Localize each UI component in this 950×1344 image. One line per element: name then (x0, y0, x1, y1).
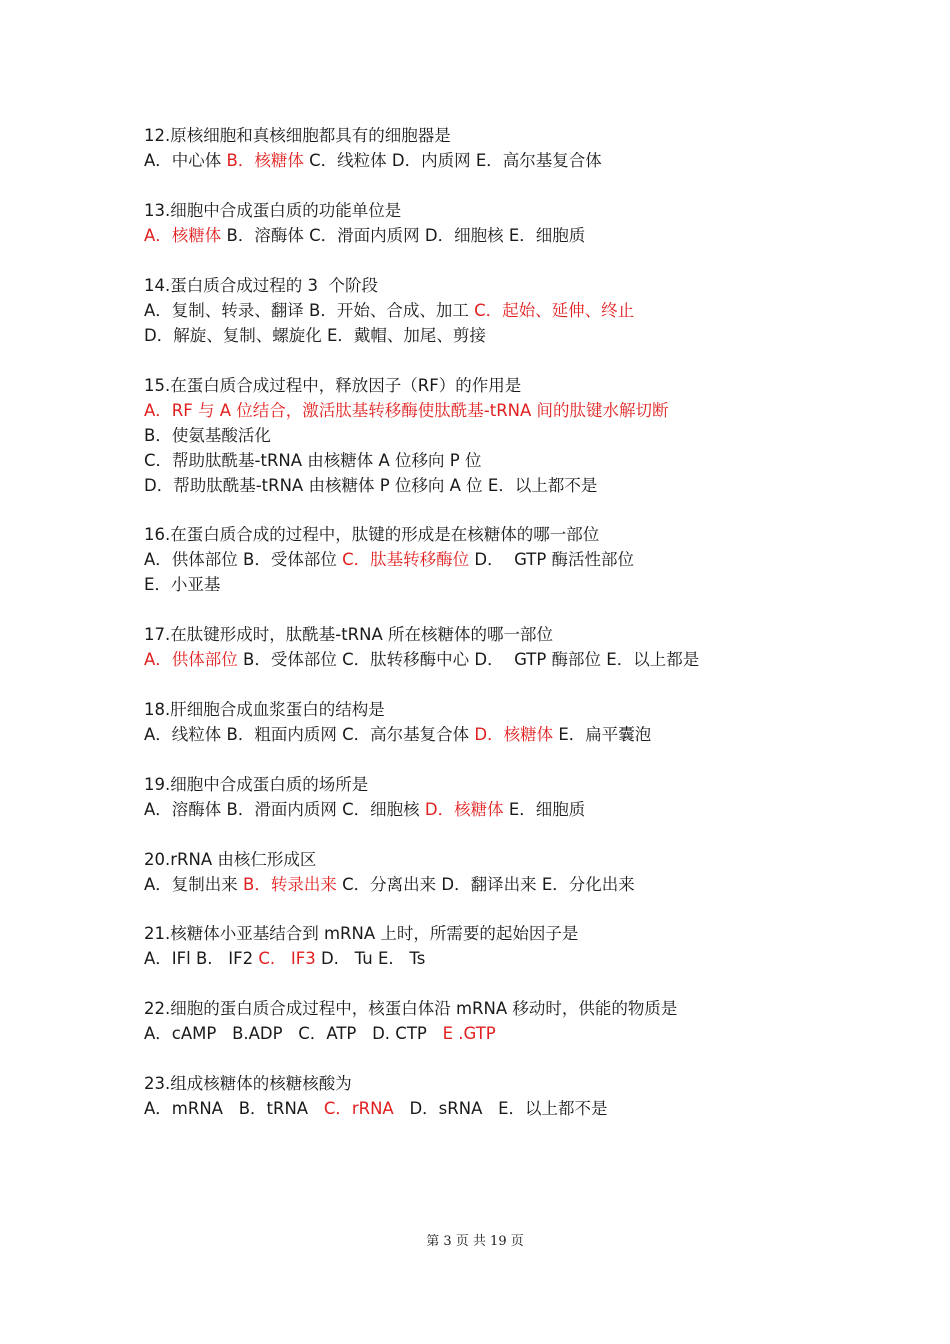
correct-answer: C. IF3 (258, 949, 316, 968)
question-text: A．溶酶体 B．滑面内质网 C．细胞核 (144, 800, 425, 819)
correct-answer: D．核糖体 (474, 725, 554, 744)
question-text: 18.肝细胞合成血浆蛋白的结构是 (144, 700, 385, 719)
question-text: 21.核糖体小亚基结合到 mRNA 上时，所需要的起始因子是 (144, 924, 579, 943)
question-text: B．溶酶体 C．滑面内质网 D．细胞核 E．细胞质 (221, 226, 586, 245)
question-stem (144, 697, 824, 722)
question-text: E．扁平囊泡 (553, 725, 652, 744)
correct-answer: A．RF 与 A 位结合，激活肽基转移酶使肽酰基-tRNA 间的肽键水解切断 (144, 401, 669, 420)
question-text: 16.在蛋白质合成的过程中，肽键的形成是在核糖体的哪一部位 (144, 525, 600, 544)
question-text: D．解旋、复制、螺旋化 E．戴帽、加尾、剪接 (144, 326, 486, 345)
question-text: B．使氨基酸活化 (144, 426, 271, 445)
answer-options-line (144, 572, 824, 597)
correct-answer: A．供体部位 (144, 650, 238, 669)
question-block (144, 921, 824, 971)
question-stem (144, 198, 824, 223)
question-stem (144, 1071, 824, 1096)
answer-options-line (144, 298, 824, 323)
question-text: A．IFl B. IF2 (144, 949, 259, 968)
answer-options-line (144, 1021, 824, 1046)
question-text: 17.在肽键形成时，肽酰基-tRNA 所在核糖体的哪一部位 (144, 625, 554, 644)
answer-options-line (144, 223, 824, 248)
question-text: C．线粒体 D．内质网 E．高尔基复合体 (303, 151, 602, 170)
answer-options-line (144, 797, 824, 822)
question-block (144, 198, 824, 248)
answer-options-line (144, 448, 824, 473)
question-block (144, 522, 824, 597)
question-text: C．分离出来 D．翻译出来 E．分化出来 (336, 875, 635, 894)
question-text: E．小亚基 (144, 575, 221, 594)
question-text: 23.组成核糖体的核糖核酸为 (144, 1074, 352, 1093)
answer-options-line (144, 323, 824, 348)
question-text: E．细胞质 (503, 800, 586, 819)
question-text: D．帮助肽酰基-tRNA 由核糖体 P 位移向 A 位 E．以上都不是 (144, 476, 598, 495)
question-text: 13.细胞中合成蛋白质的功能单位是 (144, 201, 402, 220)
question-text: B．受体部位 C．肽转移酶中心 D． GTP 酶部位 E．以上都是 (237, 650, 700, 669)
question-text: 12.原核细胞和真核细胞都具有的细胞器是 (144, 126, 451, 145)
question-block (144, 622, 824, 672)
answer-options-line (144, 872, 824, 897)
question-stem (144, 123, 824, 148)
page-footer: 第 3 页 共 19 页 (426, 1234, 524, 1249)
correct-answer: A．核糖体 (144, 226, 222, 245)
question-text: D． GTP 酶活性部位 (469, 550, 635, 569)
question-stem (144, 847, 824, 872)
question-text: A．供体部位 B．受体部位 (144, 550, 343, 569)
question-text: A．中心体 (144, 151, 227, 170)
correct-answer: C．肽基转移酶位 (342, 550, 470, 569)
answer-options-line (144, 148, 824, 173)
question-stem (144, 921, 824, 946)
correct-answer: B．转录出来 (243, 875, 337, 894)
question-text: 15.在蛋白质合成过程中，释放因子（RF）的作用是 (144, 376, 522, 395)
question-stem (144, 373, 824, 398)
question-text: A．cAMP B.ADP C．ATP D. CTP (144, 1024, 443, 1043)
question-text: A．复制出来 (144, 875, 244, 894)
question-block (144, 772, 824, 822)
answer-options-line (144, 398, 824, 423)
answer-options-line (144, 547, 824, 572)
correct-answer: C．起始、延伸、终止 (474, 301, 635, 320)
question-text: 19.细胞中合成蛋白质的场所是 (144, 775, 369, 794)
question-stem (144, 622, 824, 647)
answer-options-line (144, 473, 824, 498)
correct-answer: D．核糖体 (424, 800, 504, 819)
answer-options-line (144, 946, 824, 971)
correct-answer: B．核糖体 (226, 151, 304, 170)
question-stem (144, 522, 824, 547)
answer-options-line (144, 722, 824, 747)
correct-answer: C．rRNA (323, 1099, 394, 1118)
answer-options-line (144, 647, 824, 672)
question-block (144, 123, 824, 173)
question-block (144, 697, 824, 747)
question-text: D．sRNA E．以上都不是 (393, 1099, 608, 1118)
question-stem (144, 996, 824, 1021)
question-block (144, 847, 824, 897)
question-block (144, 373, 824, 498)
answer-options-line (144, 423, 824, 448)
question-block (144, 1071, 824, 1121)
question-stem (144, 273, 824, 298)
correct-answer: E .GTP (442, 1024, 496, 1043)
question-text: 22.细胞的蛋白质合成过程中，核蛋白体沿 mRNA 移动时，供能的物质是 (144, 999, 678, 1018)
question-stem (144, 772, 824, 797)
question-text: 20.rRNA 由核仁形成区 (144, 850, 317, 869)
question-text: A．mRNA B．tRNA (144, 1099, 324, 1118)
question-text: A．线粒体 B．粗面内质网 C．高尔基复合体 (144, 725, 475, 744)
question-text: A．复制、转录、翻译 B．开始、合成、加工 (144, 301, 475, 320)
question-block (144, 273, 824, 348)
answer-options-line (144, 1096, 824, 1121)
question-text: 14.蛋白质合成过程的 3 个阶段 (144, 276, 378, 295)
question-text: D. Tu E. Ts (315, 949, 426, 968)
question-text: C．帮助肽酰基-tRNA 由核糖体 A 位移向 P 位 (144, 451, 482, 470)
question-block (144, 996, 824, 1046)
